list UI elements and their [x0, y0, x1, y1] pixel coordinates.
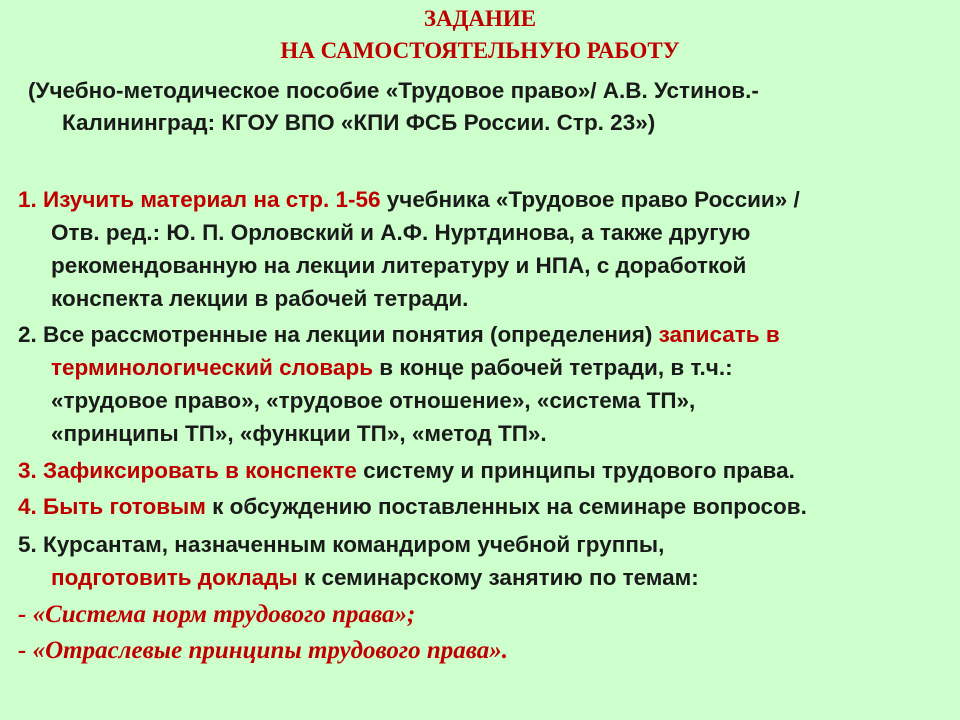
task-2-text: 2. Все рассмотренные на лекции понятия (определения)	[18, 322, 659, 347]
task-2-line4: «принципы ТП», «функции ТП», «метод ТП».	[51, 421, 547, 446]
task-5-line1: 5. Курсантам, назначенным командиром учебной группы,	[18, 532, 665, 557]
task-5-highlight: подготовить доклады	[51, 565, 298, 590]
task-4-text: к обсуждению поставленных на семинаре вопросов.	[205, 494, 807, 519]
reference-line2: Калининград: КГОУ ВПО «КПИ ФСБ России. Стр. 23»)	[62, 110, 656, 135]
reference-line1: (Учебно-методическое пособие «Трудовое право»/ А.В. Устинов.-	[28, 78, 759, 103]
topic-item: - «Система норм трудового права»;	[18, 601, 416, 628]
task-item-2	[18, 318, 943, 450]
task-item-5	[18, 528, 943, 594]
task-2-line3: «трудовое право», «трудовое отношение», «система ТП»,	[51, 388, 696, 413]
slide-title-line1: ЗАДАНИЕ	[423, 6, 537, 31]
task-item-3	[18, 454, 943, 487]
task-1-line3: рекомендованную на лекции литературу и НПА, с доработкой	[51, 253, 747, 278]
reference-citation	[28, 75, 928, 139]
task-3-highlight: 3. Зафиксировать в конспекте	[18, 458, 357, 483]
slide-title-line2: НА САМОСТОЯТЕЛЬНУЮ РАБОТУ	[280, 38, 680, 63]
task-1-text: учебника «Трудовое право России» /	[380, 187, 800, 212]
task-item-4	[18, 490, 943, 523]
topic-item: - «Отраслевые принципы трудового права».	[18, 637, 508, 664]
task-1-line4: конспекта лекции в рабочей тетради.	[51, 286, 469, 311]
task-5-text: к семинарскому занятию по темам:	[297, 565, 699, 590]
task-item-1	[18, 183, 943, 315]
task-2-line2-text: в конце рабочей тетради, в т.ч.:	[373, 355, 733, 380]
task-2-highlight-b: терминологический словарь	[51, 355, 374, 380]
task-1-line2: Отв. ред.: Ю. П. Орловский и А.Ф. Нуртдинова, а также другую	[51, 220, 751, 245]
task-2-highlight-a: записать в	[658, 322, 780, 347]
task-1-highlight: 1. Изучить материал на стр. 1-56	[18, 187, 381, 212]
task-3-text: систему и принципы трудового права.	[356, 458, 795, 483]
topic-list	[18, 598, 943, 667]
task-4-highlight: 4. Быть готовым	[18, 494, 206, 519]
